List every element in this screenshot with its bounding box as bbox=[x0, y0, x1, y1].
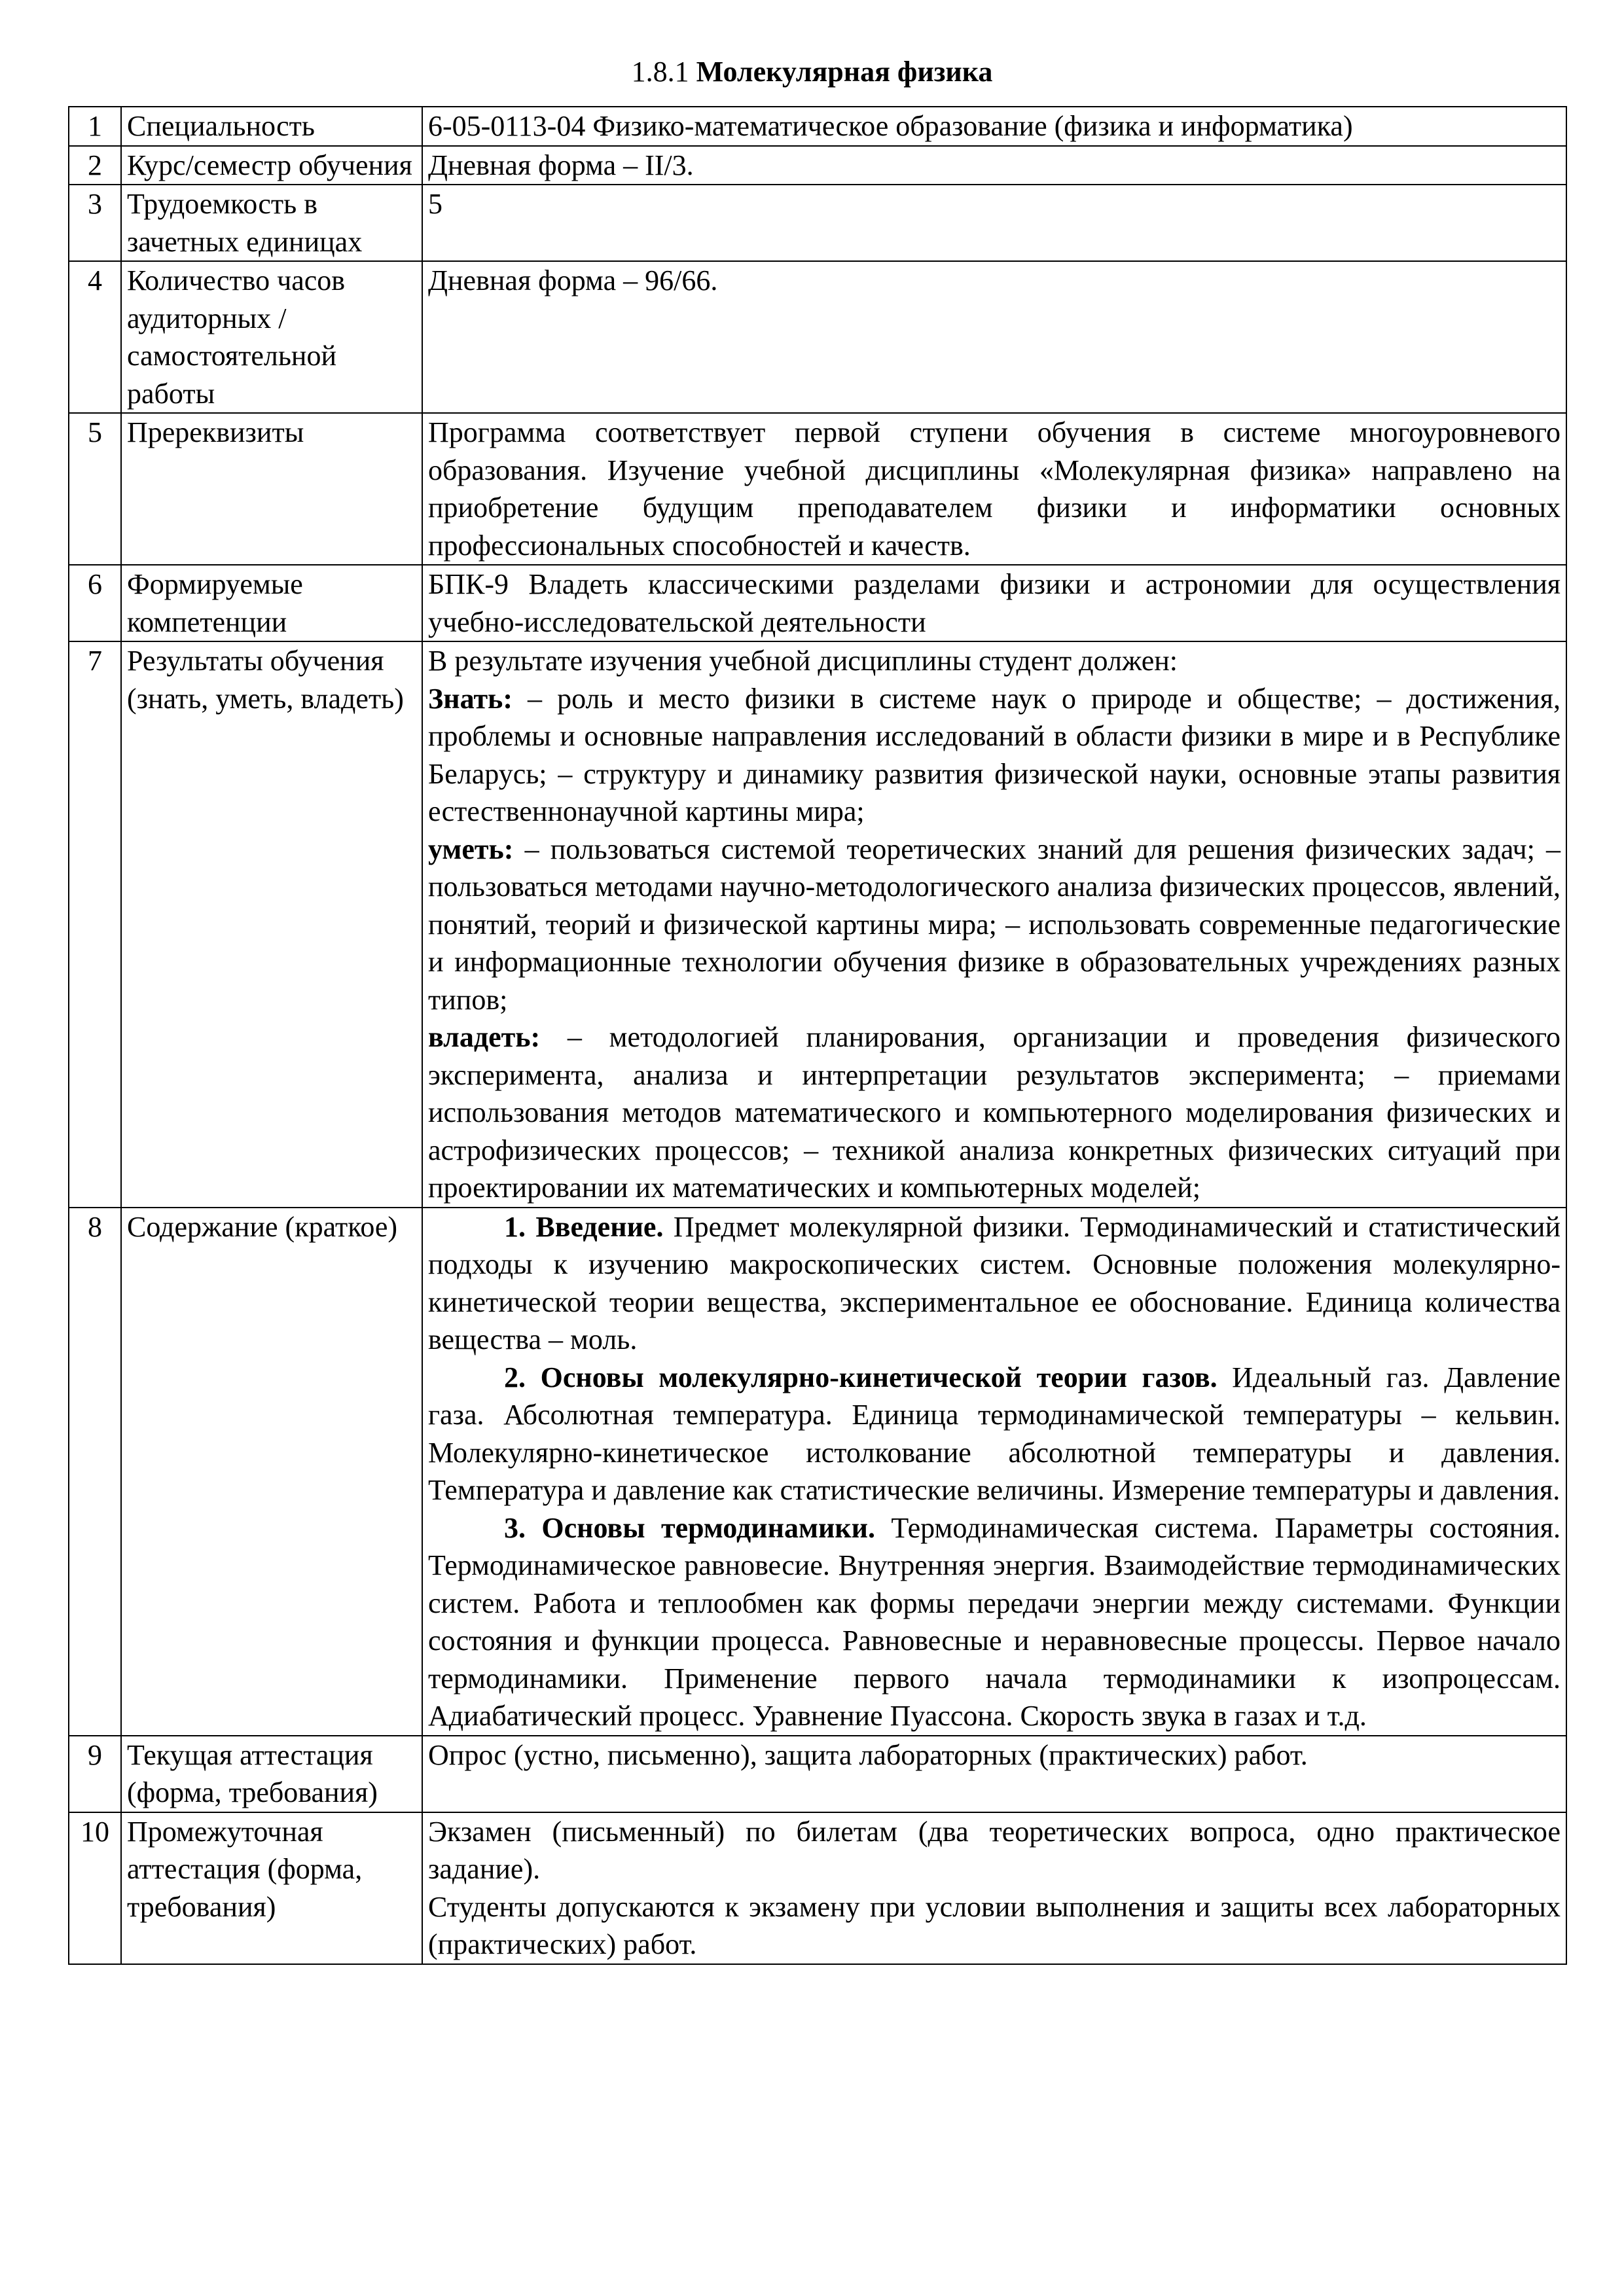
row-number: 2 bbox=[69, 146, 121, 185]
row-number: 10 bbox=[69, 1812, 121, 1964]
table-row bbox=[69, 261, 1566, 413]
content-section-text: Идеальный газ. Давление газа. Абсолютная температура. Единица термодинамической температуры – кельвин. Молекулярно-кинетическое истолкование абсолютной температуры и давления. Температура и давление как статистические величины. Измерение температуры и давления. bbox=[428, 1361, 1561, 1506]
row-content: 5 bbox=[422, 185, 1566, 261]
table-row bbox=[69, 1208, 1566, 1736]
exam-description: Экзамен (письменный) по билетам (два теоретических вопроса, одно практическое задание). bbox=[428, 1815, 1561, 1885]
row-content: 6-05-0113-04 Физико-математическое образование (физика и информатика) bbox=[422, 107, 1566, 146]
row-number: 3 bbox=[69, 185, 121, 261]
know-text: – роль и место физики в системе наук о природе и обществе; – достижения, проблемы и основные направления исследований в области физики в мире и в Республике Беларусь; – структуру и динамику развития физической науки, основные этапы развития естественнонаучной картины мира; bbox=[428, 682, 1561, 827]
know-label: Знать: bbox=[428, 682, 513, 715]
row-label: Специальность bbox=[121, 107, 422, 146]
content-section-text: Предмет молекулярной физики. Термодинамический и статистический подходы к изучению макроскопических систем. Основные положения молекулярно-кинетической теории вещества, экспериментальное ее обоснование. Единица количества вещества – моль. bbox=[428, 1210, 1561, 1355]
outcomes-own bbox=[428, 1018, 1561, 1207]
table-row bbox=[69, 146, 1566, 185]
row-content: Дневная форма – 96/66. bbox=[422, 261, 1566, 413]
row-label: Курс/семестр обучения bbox=[121, 146, 422, 185]
own-text: – методологией планирования, организации и проведения физического эксперимента, анализа и интерпретации результатов эксперимента; – приемами использования методов математического и компьютерного моделирования физических и астрофизических процессов; – техникой анализа конкретных физических ситуаций при проектировании их математических и компьютерных моделей; bbox=[428, 1021, 1561, 1204]
content-section bbox=[428, 1208, 1561, 1359]
section-number: 1.8.1 bbox=[631, 56, 689, 88]
can-text: – пользоваться системой теоретических знаний для решения физических задач; – пользоваться методами научно-методологического анализа физических процессов, явлений, понятий, теорий и физической картины мира; – использовать современные педагогические и информационные технологии обучения физике в образовательных учреждениях разных типов; bbox=[428, 833, 1561, 1016]
content-section-heading: 2. Основы молекулярно-кинетической теории газов. bbox=[504, 1361, 1218, 1393]
own-label: владеть: bbox=[428, 1021, 541, 1053]
table-row bbox=[69, 1736, 1566, 1812]
row-content bbox=[422, 641, 1566, 1208]
row-content: Опрос (устно, письменно), защита лабораторных (практических) работ. bbox=[422, 1736, 1566, 1812]
table-row bbox=[69, 413, 1566, 565]
row-content: Дневная форма – II/3. bbox=[422, 146, 1566, 185]
row-label: Результаты обучения (знать, уметь, владеть) bbox=[121, 641, 422, 1208]
content-section-heading: 1. Введение. bbox=[504, 1210, 664, 1243]
table-row bbox=[69, 565, 1566, 641]
can-label: уметь: bbox=[428, 833, 514, 865]
row-label: Количество часов аудиторных / самостоятельной работы bbox=[121, 261, 422, 413]
content-section bbox=[428, 1509, 1561, 1735]
row-number: 9 bbox=[69, 1736, 121, 1812]
row-number: 7 bbox=[69, 641, 121, 1208]
outcomes-can bbox=[428, 831, 1561, 1019]
row-number: 6 bbox=[69, 565, 121, 641]
row-label: Содержание (краткое) bbox=[121, 1208, 422, 1736]
content-section bbox=[428, 1359, 1561, 1509]
row-label: Трудоемкость в зачетных единицах bbox=[121, 185, 422, 261]
row-content bbox=[422, 1812, 1566, 1964]
row-content: Программа соответствует первой ступени обучения в системе многоуровневого образования. Изучение учебной дисциплины «Молекулярная физика» направлено на приобретение будущим преподавателем физики и информатики основных профессиональных способностей и качеств. bbox=[422, 413, 1566, 565]
table-row bbox=[69, 107, 1566, 146]
row-label: Промежуточная аттестация (форма, требования) bbox=[121, 1812, 422, 1964]
table-row bbox=[69, 1812, 1566, 1964]
row-number: 5 bbox=[69, 413, 121, 565]
outcomes-intro: В результате изучения учебной дисциплины студент должен: bbox=[428, 645, 1178, 677]
row-number: 8 bbox=[69, 1208, 121, 1736]
row-number: 4 bbox=[69, 261, 121, 413]
section-title: Молекулярная физика bbox=[696, 56, 993, 88]
table-row bbox=[69, 641, 1566, 1208]
row-label: Пререквизиты bbox=[121, 413, 422, 565]
course-info-table bbox=[68, 106, 1567, 1965]
outcomes-know bbox=[428, 680, 1561, 831]
row-number: 1 bbox=[69, 107, 121, 146]
table-row bbox=[69, 185, 1566, 261]
page-title bbox=[0, 54, 1624, 90]
row-label: Формируемые компетенции bbox=[121, 565, 422, 641]
exam-admission: Студенты допускаются к экзамену при условии выполнения и защиты всех лабораторных (практических) работ. bbox=[428, 1890, 1561, 1960]
content-section-heading: 3. Основы термодинамики. bbox=[504, 1511, 876, 1544]
content-section-text: Термодинамическая система. Параметры состояния. Термодинамическое равновесие. Внутренняя энергия. Взаимодействие термодинамических систем. Работа и теплообмен как формы передачи энергии между системами. Функции состояния и функции процесса. Равновесные и неравновесные процессы. Первое начало термодинамики. Применение первого начала термодинамики к изопроцессам. Адиабатический процесс. Уравнение Пуассона. Скорость звука в газах и т.д. bbox=[428, 1511, 1561, 1732]
row-label: Текущая аттестация (форма, требования) bbox=[121, 1736, 422, 1812]
row-content: БПК-9 Владеть классическими разделами физики и астрономии для осуществления учебно-исследовательской деятельности bbox=[422, 565, 1566, 641]
row-content bbox=[422, 1208, 1566, 1736]
